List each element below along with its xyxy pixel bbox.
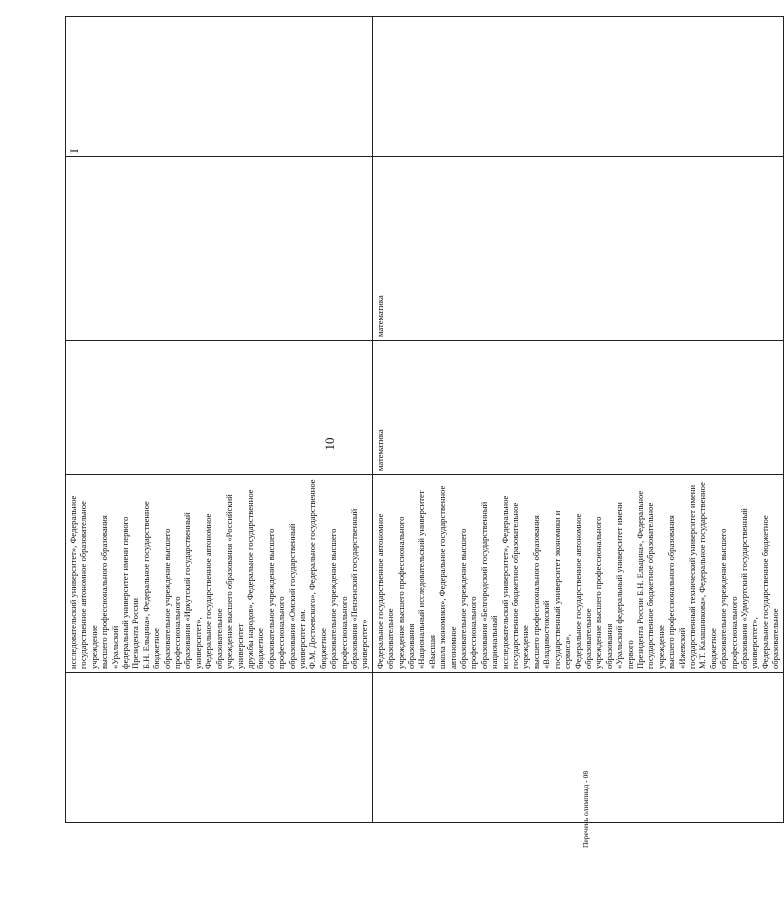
table-cell: [66, 341, 373, 475]
table-cell: [66, 673, 373, 823]
table-cell: [372, 17, 783, 157]
organizers-cell: исследовательский университет», Федеральное государственное автономное образовательное учреждение высшего профессионального образования «Уральский федеральный университет имени первого Президента России Б.Н. Ельцина», Федеральное государственное бюджетное образовательное учреждение высшего профессионального образования «Иркутский государственный университет», Федеральное государственное автономное образовательное учреждение высшего образования «Российский университет дружбы народов», Федеральное государственное бюджетное образовательное учреждение высшего профессионального образования «Омский государственный университет им. Ф.М. Достоевского», Федеральное государственное бюджетное образовательное учреждение высшего профессионального образования «Пензенский государственный университет»: [66, 475, 373, 673]
table-row: [66, 17, 373, 823]
level-cell: I: [66, 17, 373, 157]
table-cell: [66, 157, 373, 341]
table-cell: [372, 673, 783, 823]
subject-cell: математика: [372, 157, 783, 341]
footer-text: Перечень олимпиад - 08: [581, 770, 590, 848]
page-number: 10: [322, 437, 337, 451]
subject-cell: математика: [372, 341, 783, 475]
olympiad-table: [65, 16, 784, 823]
organizers-cell: Федеральное государственное автономное образовательное учреждение высшего профессионального образования «Национальный исследовательский университет «Высшая школа экономики», Федеральное государственное автономное образовательное учреждение высшего профессионального образования «Белгородский государственный национальный исследовательский университет», Федеральное государственное бюджетное образовательное учреждение высшего профессионального образования «Владивостокский государственный университет экономики и сервиса», Федеральное государственное автономное образовательное учреждение высшего профессионального образования «Уральский федеральный университет имени первого Президента России Б.Н. Ельцина», Федеральное государственное бюджетное образовательное учреждение высшего профессионального образования «Ижевский государственный технический университет имени М.Т. Калашникова», Федеральное государственное бюджетное образовательное учреждение высшего профессионального образования «Удмуртский государственный университет», Федеральное государственное бюджетное образовательное: [372, 475, 783, 673]
table-row: [372, 17, 783, 823]
